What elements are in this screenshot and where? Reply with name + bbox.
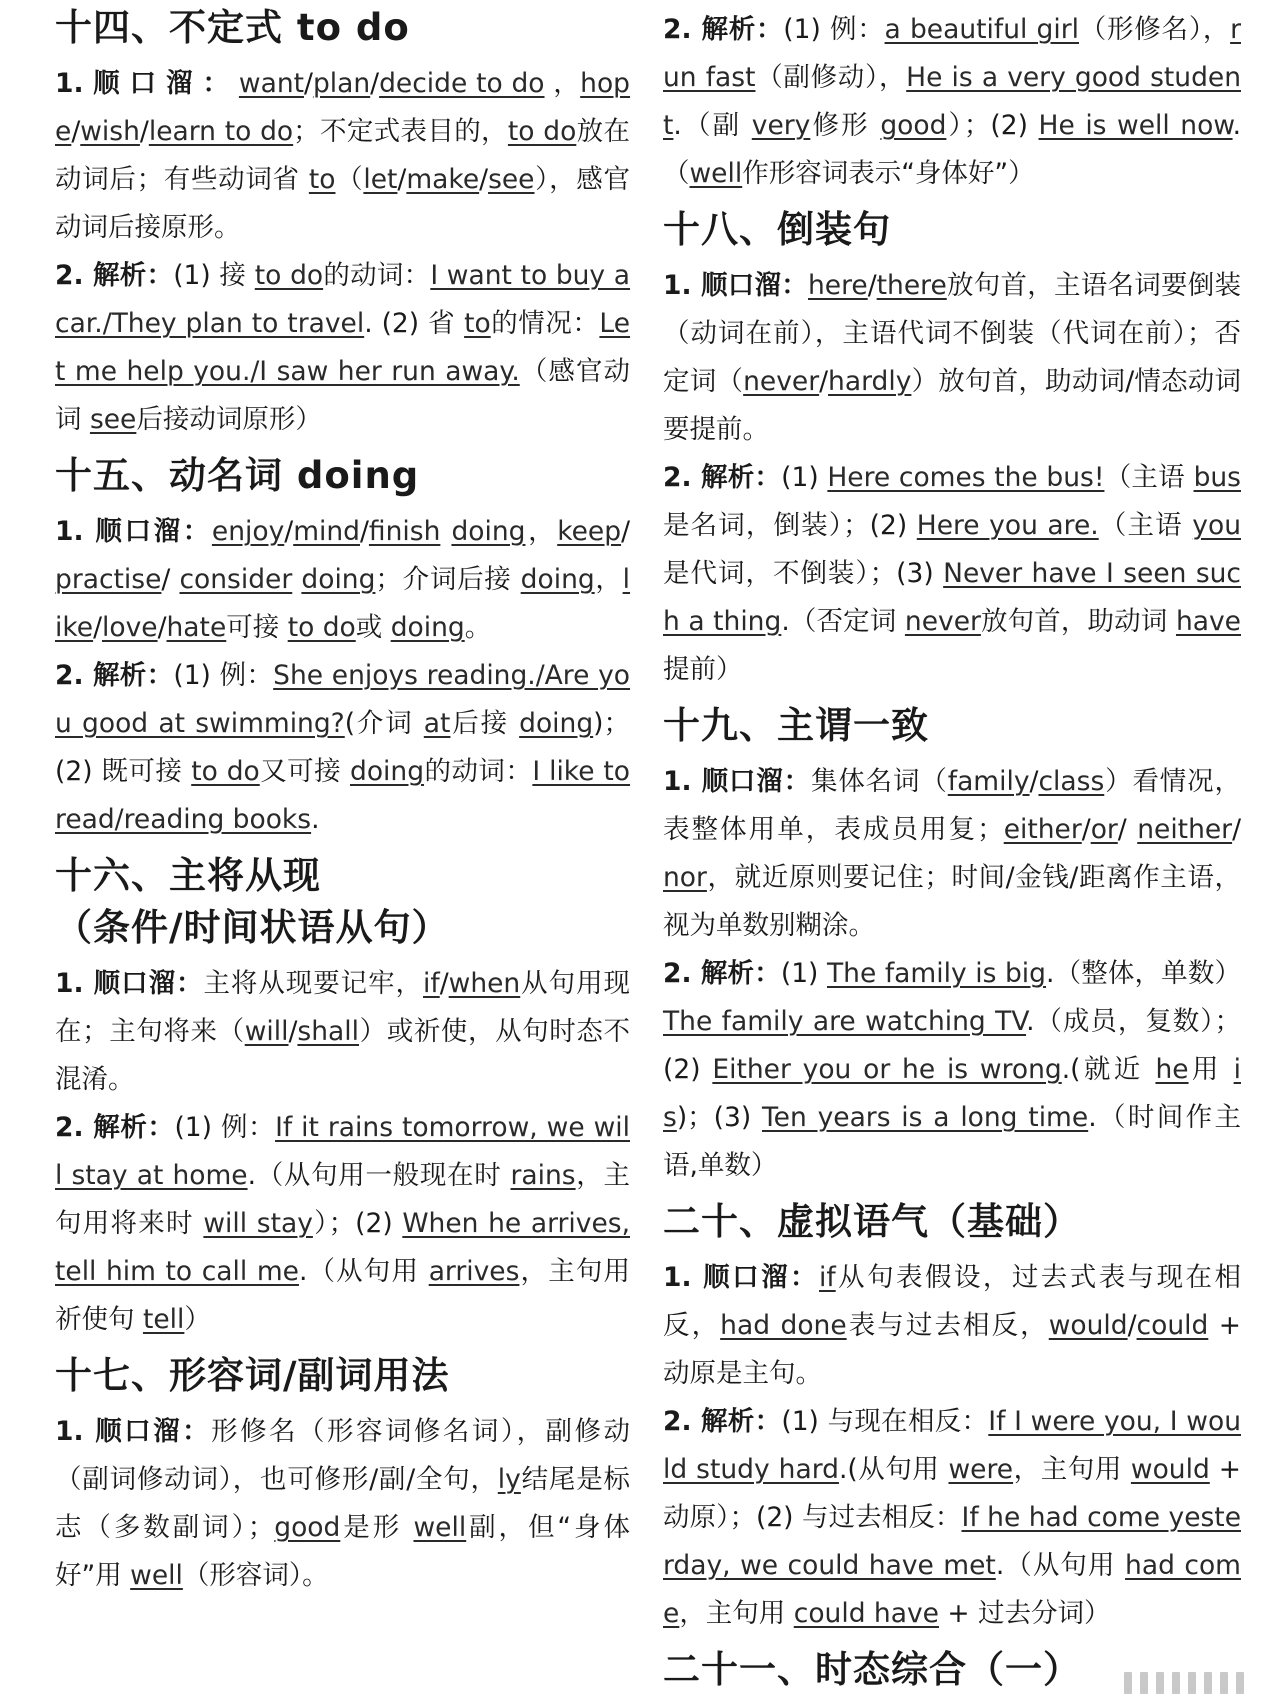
analysis-paragraph <box>663 454 1241 694</box>
underlined-example: never <box>904 606 981 637</box>
text-run: 表与过去相反， <box>846 1310 1049 1341</box>
underlined-example: is <box>663 1054 1241 1133</box>
text-run: ）放句首，助动词/情态动词要提前。 <box>663 366 1241 445</box>
underlined-example: If it rains tomorrow, we will stay at home <box>55 1112 630 1191</box>
text-run: 可接 <box>226 612 288 643</box>
underlined-example: there <box>876 270 947 301</box>
mnemonic-paragraph <box>55 60 630 252</box>
text-run: / <box>304 68 313 99</box>
text-run: （形修名）， <box>1079 14 1231 45</box>
section-17-continued <box>663 6 1241 198</box>
underlined-example: Either you or he is wrong <box>712 1054 1062 1085</box>
item-label: 2. 解析： <box>663 14 784 45</box>
underlined-example: to do <box>287 612 356 643</box>
text-run: .(从句用 <box>838 1454 949 1485</box>
underlined-example: well <box>130 1560 183 1591</box>
text-run: 或 <box>355 612 391 643</box>
text-run: (介词 <box>344 708 424 739</box>
text-run: / <box>359 516 369 547</box>
underlined-example: shall <box>297 1016 359 1047</box>
underlined-example: to <box>308 164 336 195</box>
text-run: 后接动词原形） <box>136 404 322 435</box>
underlined-example: family <box>947 766 1030 797</box>
underlined-example: will stay <box>203 1208 313 1239</box>
underlined-example: were <box>948 1454 1014 1485</box>
item-label: 2. 解析： <box>55 660 174 691</box>
text-run: 结尾是标志（多数副词）； <box>55 1464 630 1543</box>
underlined-example: nor <box>663 862 707 893</box>
text-run: 是形 <box>340 1512 414 1543</box>
item-label: 1. 顺口溜： <box>663 766 811 797</box>
underlined-example: could have <box>793 1598 939 1629</box>
underlined-example: had come <box>663 1550 1241 1629</box>
text-run: 从句表假设，过去式表与现在相反， <box>663 1262 1242 1341</box>
section-title: 十五、动名词 doing <box>55 454 420 497</box>
underlined-example: tell <box>142 1304 185 1335</box>
item-label: 2. 解析： <box>55 260 174 291</box>
section-title: 十八、倒装句 <box>663 208 891 251</box>
underlined-example: love <box>102 612 158 643</box>
mnemonic-paragraph <box>55 508 630 652</box>
text-run: 是代词，不倒装）；(3) <box>663 558 944 589</box>
left-column <box>55 6 630 1610</box>
section-title: 十六、主将从现 <box>55 854 321 897</box>
underlined-example: good <box>880 110 947 141</box>
underlined-example: want <box>238 68 305 99</box>
underlined-example: Let me help you./I saw her run away. <box>55 308 631 387</box>
text-run <box>440 516 451 547</box>
text-run: / <box>157 612 167 643</box>
underlined-example: doing <box>301 564 376 595</box>
text-run: 从句用现在；主句将来（ <box>55 968 631 1047</box>
text-run: 修形 <box>810 110 881 141</box>
underlined-example: will <box>244 1016 289 1047</box>
text-run: ，主句用祈使句 <box>55 1256 630 1335</box>
underlined-example: would <box>1048 1310 1128 1341</box>
underlined-example: He is well now <box>1038 110 1233 141</box>
underlined-example: could <box>1136 1310 1209 1341</box>
underlined-example: I want to buy a car./They plan to travel <box>55 260 631 339</box>
text-run: / <box>439 968 449 999</box>
item-label: 2. 解析： <box>663 462 782 493</box>
underlined-example: doing <box>451 516 526 547</box>
underlined-example: practise <box>55 564 162 595</box>
item-label: 2. 解析： <box>663 958 781 989</box>
item-label: 1. 顺口溜： <box>55 1416 212 1447</box>
text-run: .（整体，单数） <box>1045 958 1241 989</box>
text-run: ） <box>184 1304 211 1335</box>
section-14 <box>55 6 630 444</box>
underlined-example: like <box>55 564 630 643</box>
item-label: 1. 顺口溜： <box>663 270 808 301</box>
text-run: 作形容词表示“身体好”） <box>742 158 1035 189</box>
text-run: + 动原）；(2) 与过去相反： <box>663 1454 1241 1533</box>
underlined-example: would <box>1130 1454 1210 1485</box>
text-run: .（从句用 <box>298 1256 429 1287</box>
underlined-example: wish <box>80 116 140 147</box>
text-run: 的动词： <box>424 756 533 787</box>
section-title: 十九、主谓一致 <box>663 704 929 747</box>
text-run: .（副 <box>673 110 752 141</box>
right-column <box>663 6 1241 1702</box>
analysis-paragraph <box>55 252 630 444</box>
text-run: ）；(2) <box>312 1208 403 1239</box>
item-label: 2. 解析： <box>55 1112 175 1143</box>
text-run: .（从句用 <box>995 1550 1126 1581</box>
underlined-example: here <box>807 270 868 301</box>
text-run: (1) <box>781 462 828 493</box>
underlined-example: doing <box>520 564 595 595</box>
section-19 <box>663 704 1241 1190</box>
analysis-paragraph <box>55 1104 630 1344</box>
mnemonic-paragraph <box>663 1254 1241 1398</box>
text-run: .(就近 <box>1061 1054 1156 1085</box>
section-title: 十四、不定式 to do <box>55 6 410 49</box>
text-run: / <box>139 116 149 147</box>
underlined-example: never <box>743 366 820 397</box>
text-run: / <box>479 164 489 195</box>
text-run: .（时间作主语,单数） <box>663 1102 1241 1181</box>
underlined-example: doing <box>519 708 594 739</box>
text-run: ， <box>544 68 581 99</box>
text-run: / <box>867 270 877 301</box>
underlined-example: let <box>363 164 398 195</box>
text-run: ）；(2) <box>946 110 1039 141</box>
underlined-example: very <box>751 110 811 141</box>
analysis-paragraph <box>55 652 630 844</box>
text-run: / <box>1127 1310 1137 1341</box>
text-run: （感官动词 <box>55 356 631 435</box>
text-run: / <box>819 366 829 397</box>
text-run: 是名词，倒装）；(2) <box>663 510 917 541</box>
section-title: 二十、虚拟语气（基础） <box>663 1200 1081 1243</box>
text-run: 集体名词（ <box>810 766 948 797</box>
underlined-example: make <box>406 164 480 195</box>
underlined-example: ly <box>497 1464 521 1495</box>
section-15 <box>55 454 630 844</box>
underlined-example: Never have I seen such a thing <box>663 558 1242 637</box>
underlined-example: at <box>423 708 451 739</box>
analysis-paragraph <box>663 950 1241 1190</box>
underlined-example: if <box>819 1262 836 1293</box>
underlined-example: to do <box>191 756 260 787</box>
underlined-example: doing <box>390 612 465 643</box>
text-run: 放句首，助动词 <box>980 606 1176 637</box>
text-run: (1) 例： <box>173 660 274 691</box>
text-run: / <box>288 1016 298 1047</box>
underlined-example: either <box>1003 814 1082 845</box>
text-run: ；介词后接 <box>375 564 521 595</box>
mnemonic-paragraph <box>663 758 1241 950</box>
underlined-example: finish <box>368 516 441 547</box>
underlined-example: or <box>1090 814 1118 845</box>
text-run: / <box>1081 814 1091 845</box>
underlined-example: If I were you, I would study hard <box>663 1406 1241 1485</box>
text-run: 放句首，主语名词要倒装（动词在前），主语代词不倒装（代词在前）；否定词（ <box>663 270 1241 397</box>
text-run: . (2) 省 <box>364 308 465 339</box>
underlined-example: if <box>423 968 440 999</box>
text-run: ）看情况，表整体用单，表成员用复； <box>663 766 1242 845</box>
text-run: . <box>311 804 320 835</box>
text-run: （ <box>335 164 364 195</box>
section-title: 二十一、时态综合（一） <box>663 1648 1081 1691</box>
section-16 <box>55 854 630 1344</box>
text-run: ），感官动词后接原形。 <box>55 164 631 243</box>
text-run: ，主句用 <box>679 1598 794 1629</box>
text-run: （副修动）， <box>755 62 907 93</box>
underlined-example: When he arrives, tell him to call me <box>55 1208 630 1287</box>
underlined-example: Here comes the bus! <box>827 462 1105 493</box>
underlined-example: when <box>448 968 521 999</box>
text-run: 。 <box>464 612 492 643</box>
text-run: ，就近原则要记住；时间/金钱/距离作主语，视为单数别糊涂。 <box>663 862 1241 941</box>
text-run: / <box>284 516 294 547</box>
item-label: 2. 解析： <box>663 1406 782 1437</box>
underlined-example: learn to do <box>148 116 294 147</box>
underlined-example: bus <box>1193 462 1241 493</box>
text-run: )；(3) <box>676 1102 762 1133</box>
underlined-example: She enjoys reading./Are you good at swimming? <box>55 660 630 739</box>
text-run: 主将从现要记牢， <box>203 968 424 999</box>
text-run: / <box>370 68 380 99</box>
section-subtitle: （条件/时间状语从句） <box>55 906 450 949</box>
underlined-example: Ten years is a long time <box>762 1102 1089 1133</box>
text-run: （形容词）。 <box>182 1560 329 1591</box>
underlined-example: see <box>488 164 535 195</box>
underlined-example: to do <box>254 260 324 291</box>
text-run: )；(2) 既可接 <box>55 708 630 787</box>
text-run: (1) 接 <box>173 260 255 291</box>
watermark-bars <box>1124 1672 1244 1694</box>
text-run: (1) <box>780 958 827 989</box>
text-run: ， <box>594 564 623 595</box>
text-run: .（成员，复数）；(2) <box>663 1006 1241 1085</box>
underlined-example: well <box>689 158 743 189</box>
underlined-example: you <box>1192 510 1241 541</box>
underlined-example: to do <box>507 116 577 147</box>
text-run: / <box>1117 814 1138 845</box>
section-20 <box>663 1200 1241 1638</box>
underlined-example: to <box>464 308 491 339</box>
text-run: ，主句用将来时 <box>55 1160 630 1239</box>
underlined-example: run fast <box>663 14 1241 93</box>
text-run: 形修名（形容词修名词），副修动（副词修动词），也可修形/副/全句， <box>55 1416 631 1495</box>
underlined-example: hope <box>55 68 631 147</box>
underlined-example: doing <box>350 756 425 787</box>
text-run: 又可接 <box>259 756 351 787</box>
underlined-example: mind <box>293 516 360 547</box>
analysis-paragraph <box>663 1398 1241 1638</box>
text-run: / <box>1232 814 1242 845</box>
text-run: / <box>71 116 81 147</box>
text-run: ， <box>525 516 558 547</box>
mnemonic-paragraph <box>663 262 1241 454</box>
text-run: 后接 <box>450 708 520 739</box>
underlined-example: hardly <box>828 366 912 397</box>
text-run: （主语 <box>1104 462 1194 493</box>
underlined-example: hate <box>166 612 227 643</box>
text-run: 副，但“身体好”用 <box>55 1512 630 1591</box>
underlined-example: neither <box>1137 814 1233 845</box>
underlined-example: consider <box>179 564 293 595</box>
text-run: .（从句用一般现在时 <box>247 1160 511 1191</box>
underlined-example: he <box>1155 1054 1189 1085</box>
text-run: (1) 例： <box>783 14 885 45</box>
analysis-paragraph <box>663 6 1241 198</box>
text-run: (1) 例： <box>174 1112 276 1143</box>
underlined-example: He is a very good student <box>663 62 1241 141</box>
text-run: / <box>621 516 630 547</box>
underlined-example: enjoy <box>211 516 285 547</box>
text-run: / <box>161 564 180 595</box>
underlined-example: Here you are. <box>916 510 1099 541</box>
text-run: / <box>1029 766 1039 797</box>
text-run: (1) 与现在相反： <box>781 1406 989 1437</box>
underlined-example: see <box>89 404 137 435</box>
underlined-example: plan <box>312 68 371 99</box>
item-label: 1. 顺口溜： <box>55 516 212 547</box>
text-run: .（ <box>663 110 1241 189</box>
item-label: 1. 顺口溜： <box>55 968 204 999</box>
underlined-example: The family is big <box>826 958 1046 989</box>
text-run: .（否定词 <box>781 606 905 637</box>
section-18 <box>663 208 1241 694</box>
underlined-example: The family are watching TV <box>663 1006 1027 1037</box>
underlined-example: well <box>413 1512 467 1543</box>
text-run: ）或祈使，从句时态不混淆。 <box>55 1016 631 1095</box>
underlined-example: arrives <box>428 1256 520 1287</box>
text-run: ；不定式表目的， <box>293 116 508 147</box>
text-run: 的动词： <box>323 260 431 291</box>
underlined-example: decide to do <box>379 68 545 99</box>
text-run: 放在动词后；有些动词省 <box>55 116 631 195</box>
mnemonic-paragraph <box>55 960 630 1104</box>
text-run: 用 <box>1188 1054 1234 1085</box>
underlined-example: have <box>1175 606 1241 637</box>
section-title: 十七、形容词/副词用法 <box>55 1354 450 1397</box>
mnemonic-paragraph <box>55 1408 630 1600</box>
text-run: + 过去分词） <box>938 1598 1111 1629</box>
underlined-example: class <box>1038 766 1105 797</box>
text-run: ，主句用 <box>1013 1454 1131 1485</box>
underlined-example: a beautiful girl <box>884 14 1079 45</box>
underlined-example: rains <box>510 1160 576 1191</box>
text-run: + 动原是主句。 <box>663 1310 1242 1389</box>
text-run: 的情况： <box>490 308 600 339</box>
underlined-example: If he had come yesterday, we could have met <box>663 1502 1241 1581</box>
underlined-example: I like to read/reading books <box>55 756 631 835</box>
item-label: 1. 顺 口 溜 ： <box>55 68 239 99</box>
item-label: 1. 顺口溜： <box>663 1262 819 1293</box>
section-17 <box>55 1354 630 1600</box>
text-run: （主语 <box>1098 510 1193 541</box>
underlined-example: had done <box>720 1310 847 1341</box>
underlined-example: keep <box>557 516 622 547</box>
text-run: 提前） <box>663 654 743 685</box>
text-run: / <box>397 164 407 195</box>
underlined-example: good <box>274 1512 341 1543</box>
text-run: / <box>93 612 103 643</box>
